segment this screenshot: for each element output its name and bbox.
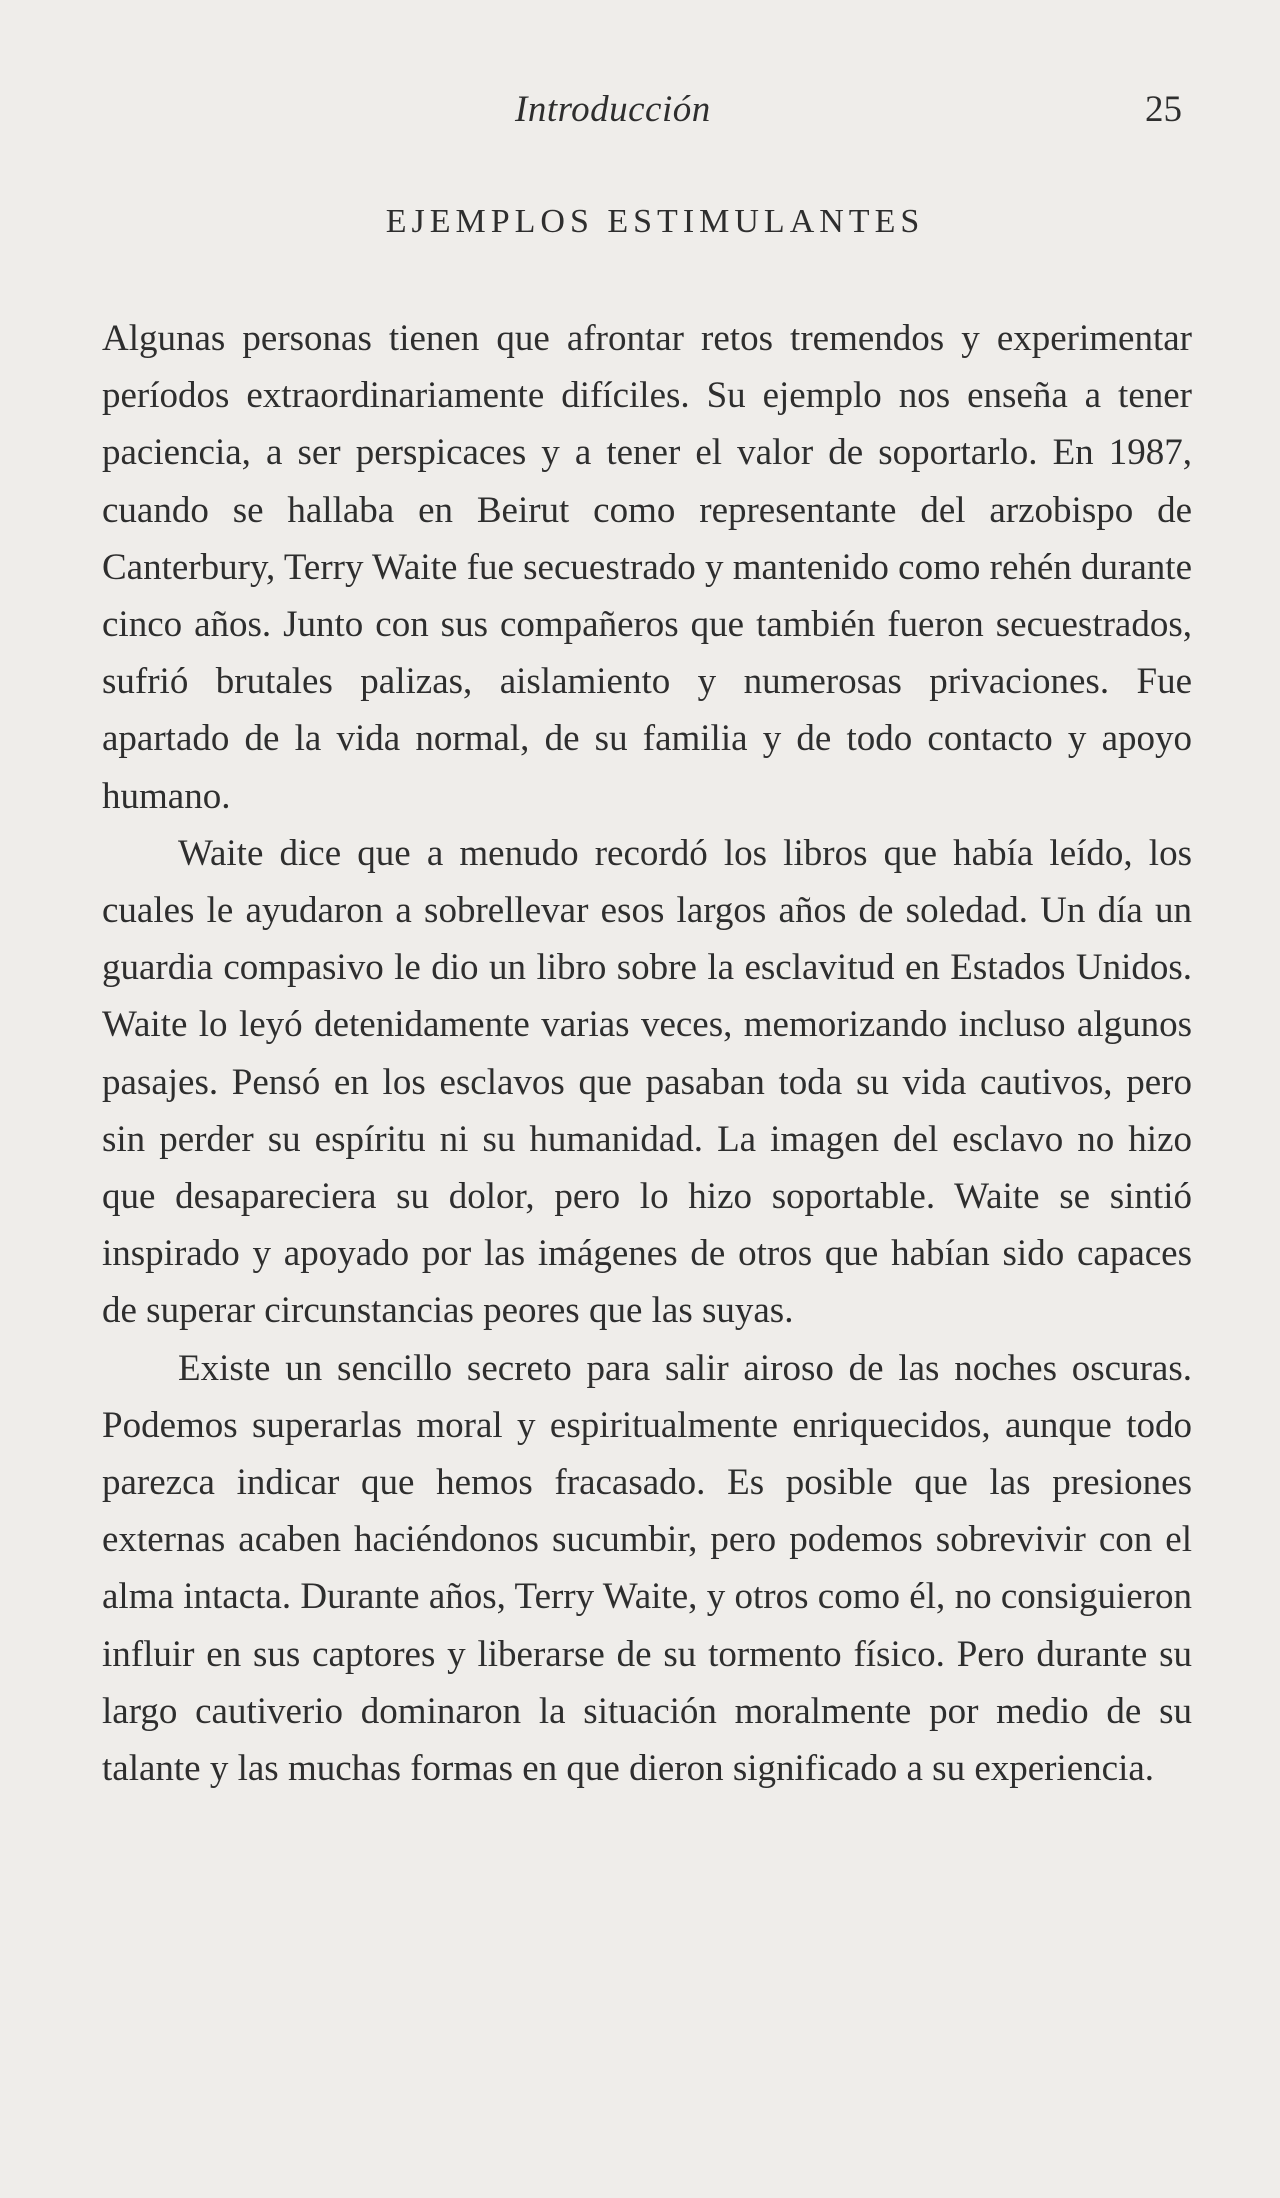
body-text — [102, 310, 1192, 1797]
paragraph: Algunas personas tienen que afrontar retos tremendos y experimentar períodos extraordinariamente difíciles. Su ejemplo nos enseña a tener paciencia, a ser perspicaces y a tener el valor de soportarlo. En 1987, cuando se hallaba en Beirut como representante del arzobispo de Canterbury, Terry Waite fue secuestrado y mantenido como rehén durante cinco años. Junto con sus compañeros que también fueron secuestrados, sufrió brutales palizas, aislamiento y numerosas privaciones. Fue apartado de la vida normal, de su familia y de todo contacto y apoyo humano. — [102, 318, 1192, 817]
section-heading: EJEMPLOS ESTIMULANTES — [385, 203, 925, 240]
paragraph: Existe un sencillo secreto para salir airoso de las noches oscuras. Podemos superarlas moral y espiritualmente enriquecidos, aunque todo parezca indicar que hemos fracasado. Es posible que las presiones externas acaben haciéndonos sucumbir, pero podemos sobrevivir con el alma intacta. Durante años, Terry Waite, y otros como él, no consiguieron influir en sus captores y liberarse de su tormento físico. Pero durante su largo cautiverio dominaron la situación moralmente por medio de su talante y las muchas formas en que dieron significado a su experiencia. — [102, 1347, 1192, 1790]
running-head — [0, 88, 1280, 138]
paragraph: Waite dice que a menudo recordó los libros que había leído, los cuales le ayudaron a sobrellevar esos largos años de soledad. Un día un guardia compasivo le dio un libro sobre la esclavitud en Estados Unidos. Waite lo leyó detenidamente varias veces, memorizando incluso algunos pasajes. Pensó en los esclavos que pasaban toda su vida cautivos, pero sin perder su espíritu ni su humanidad. La imagen del esclavo no hizo que desapareciera su dolor, pero lo hizo soportable. Waite se sintió inspirado y apoyado por las imágenes de otros que habían sido capaces de superar circunstancias peores que las suyas. — [102, 832, 1192, 1332]
page-number: 25 — [1145, 89, 1182, 130]
running-head-section: Introducción — [515, 89, 711, 130]
